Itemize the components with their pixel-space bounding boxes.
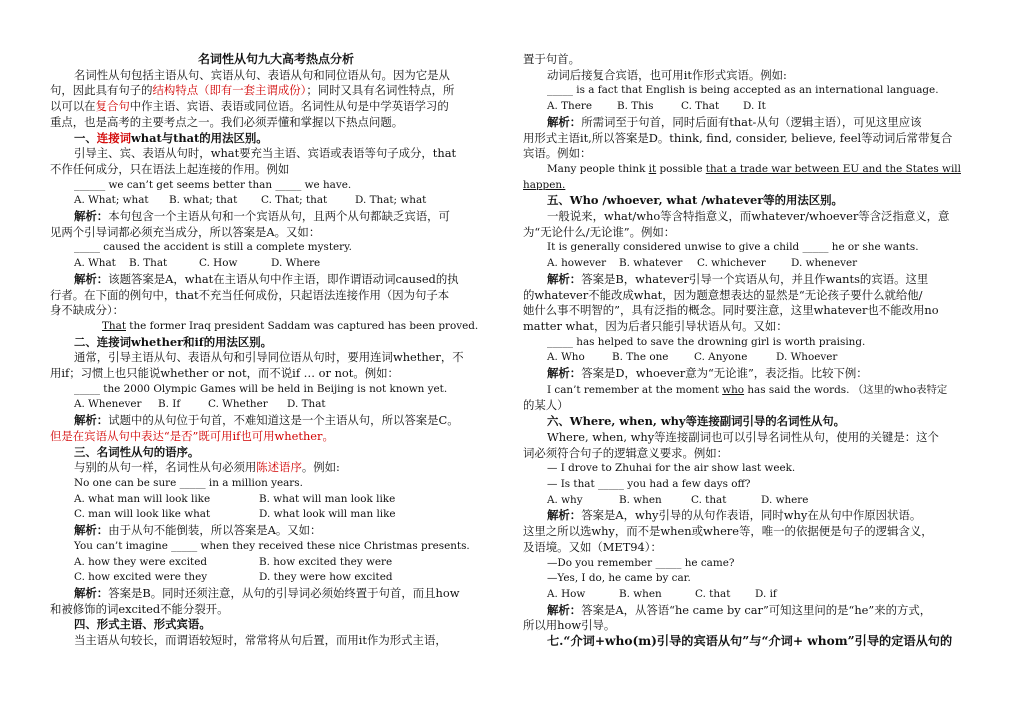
section-heading-6: 六、Where, when, why等连接副词引导的名词性从句。 [547,414,846,429]
options-row: A. Who B. The one C. Anyone D. Whoever [547,351,838,364]
question-line: No one can be sure _____ in a million years. [74,476,303,489]
options-row: A. however B. whatever C. whichever D. whenever [547,257,858,270]
options-row: A. What B. That C. How D. Where [74,257,321,270]
paragraph-line: 为“无论什么/无论谁”。例如： [523,224,676,239]
highlight-text: 结构特点（即有一套主谓成份） [152,83,307,98]
question-line: ______ we can’t get seems better than _____ we have. [74,178,352,191]
right-column [523,52,975,650]
dialogue-line: — Is that _____ you had a few days off? [547,477,751,490]
section-heading-3: 三、名词性从句的语序。 [74,444,200,459]
section-heading-4: 四、形式主语、形式宾语。 [74,617,211,632]
explanation-line: 的whatever不能改成what，因为题意想表达的显然是“无论孩子要什么就给他/ [523,287,923,302]
explanation-line: 解析：答案是A，从答语“he came by car”可知这里问的是“he”来的方式， [547,602,932,617]
section-heading-7: 七.“介词+who(m)引导的宾语从句”与“介词+ whom”引导的定语从句的 [547,634,953,649]
explanation-line: 解析：试题中的从句位于句首，不难知道这是一个主语从句，所以答案是C。 [74,413,459,428]
paragraph-line: 当主语从句较长，而谓语较短时，常常将从句后置，而用it作为形式主语， [74,633,447,648]
explanation-line: 解析：本句包含一个主语从句和一个宾语从句，且两个从句都缺乏宾语，可 [74,209,450,224]
highlight-text: 复合句 [95,99,130,114]
paragraph-line: 一般说来，what/who等含特指意义，而whatever/whoever等含泛指意义，意 [547,209,950,224]
dialogue-line: — I drove to Zhuhai for the air show last week. [547,462,796,475]
question-line: _____ is a fact that English is being accepted as an international language. [547,84,939,97]
explanation-line: 身不缺成分）： [50,303,125,318]
options-row: A. What; what B. what; that C. That; that D. That; what [74,194,427,207]
explanation-line: 这里之所以选why，而不是when或where等，唯一的依据便是句子的逻辑含义， [523,524,933,539]
paragraph-line: 置于句首。 [523,52,580,66]
explanation-line: matter what，因为后者只能引导状语从句。又如： [523,318,788,333]
intro-line: 以可以在复合句中作主语、宾语、表语或同位语。名词性从句是中学英语学习的 [50,99,449,114]
question-line: It is generally considered unwise to give a child _____ he or she wants. [547,241,919,254]
explanation-line: 所以用how引导。 [523,618,616,633]
example-sentence: 的某人） [523,398,569,413]
paragraph-line: 与别的从句一样，名词性从句必须用陈述语序。例如: [74,460,340,475]
section-heading-1: 一、连接词what与that的用法区别。 [74,130,268,145]
section-heading-2: 二、连接词whether和if的用法区别。 [74,334,273,349]
options-row: C. man will look like what D. what look will man like [74,508,396,521]
paragraph-line: 通常，引导主语从句、表语从句和引导同位语从句时，要用连词whether，不 [74,350,464,365]
intro-line: 句，因此具有句子的结构特点（即有一套主谓成份）；同时又具有名词性特点，所 [50,83,455,98]
question-line: _____ caused the accident is still a complete mystery. [74,241,352,254]
options-row: C. how excited were they D. they were how excited [74,571,393,584]
explanation-line: 解析：答案是B，whatever引导一个宾语从句，并且作wants的宾语。这里 [547,271,929,286]
explanation-line: 行者。在下面的例句中，that不充当任何成份，只起语法连接作用（因为句子本 [50,287,450,302]
explanation-line: 解析：所需词至于句首，同时后面有that-从句（逻辑主语），可见这里应该 [547,114,922,129]
dialogue-line: —Do you remember _____ he came? [547,556,735,569]
page-title: 名词性从句九大高考热点分析 [197,52,354,66]
options-row: A. what man will look like B. what will man look like [74,492,396,505]
options-row: A. How B. when C. that D. if [547,587,777,600]
dialogue-line: —Yes, I do, he came by car. [547,572,691,585]
explanation-line: 宾语。例如： [523,146,592,161]
paragraph-line: 动词后接复合宾语，也可用it作形式宾语。例如: [547,67,787,82]
explanation-line: 及语境。又如（MET94）： [523,539,662,554]
example-sentence: happen. [523,178,566,191]
example-sentence: Many people think it possible that a trade war between EU and the States will [547,162,961,175]
intro-line: 名词性从句包括主语从句、宾语从句、表语从句和同位语从句。因为它是从 [74,67,450,82]
explanation-line: 解析：答案是D，whoever意为“无论谁”，表泛指。比较下例： [547,366,868,381]
left-column [50,52,502,649]
explanation-line: 她什么事不明智的”，具有泛指的概念。同时要注意，这里whatever也不能改用no [523,303,939,318]
options-row: A. There B. This C. That D. It [547,100,766,113]
question-line: _____ has helped to save the drowning girl is worth praising. [547,335,866,348]
example-sentence: That the former Iraq president Saddam was captured has been proved. [102,319,479,332]
explanation-line: 解析：由于从句不能倒装，所以答案是A。又如： [74,523,322,538]
question-line: _____ the 2000 Olympic Games will be held in Beijing is not known yet. [74,382,448,395]
options-row: A. how they were excited B. how excited they were [74,555,393,568]
paragraph-line: Where, when, why等连接副词也可以引导名词性从句，使用的关键是：这个 [547,429,939,444]
intro-line: 重点，也是高考的主要考点之一。我们必须弄懂和掌握以下热点问题。 [50,114,404,129]
explanation-line: 和被修饰的词excited不能分裂开。 [50,601,229,616]
section-heading-5: 五、Who /whoever, what /whatever等的用法区别。 [547,193,843,208]
example-sentence: I can’t remember at the moment who has said the words. （这里的who表特定 [547,383,948,396]
explanation-line: 解析：答案是B。同时还须注意，从句的引导词必须始终置于句首，而且how [74,585,460,600]
paragraph-line: 不作任何成分，只在语法上起连接的作用。例如 [50,161,290,176]
note-line: 但是在宾语从句中表达“是否”既可用if也可用whether。 [50,428,334,443]
options-row: A. why B. when C. that D. where [547,493,809,506]
paragraph-line: 用if；习惯上也只能说whether or not，而不说if … or not。例如： [50,366,399,381]
explanation-line: 见两个引导词都必须充当成分，所以答案是A。又如： [50,224,321,239]
explanation-line: 用形式主语it,所以答案是D。think, find, consider, believe, feel等动词后常带复合 [523,130,953,145]
paragraph-line: 词必须符合句子的逻辑意义要求。例如： [523,445,729,460]
options-row: A. Whenever B. If C. Whether D. That [74,398,326,411]
explanation-line: 解析：答案是A，why引导的从句作表语，同时why在从句中作原因状语。 [547,508,922,523]
explanation-line: 解析：该题答案是A，what在主语从句中作主语，即作谓语动词caused的执 [74,271,459,286]
question-line: You can’t imagine _____ when they received these nice Christmas presents. [74,539,470,552]
paragraph-line: 引导主、宾、表语从句时，what要充当主语、宾语或表语等句子成分，that [74,146,457,161]
